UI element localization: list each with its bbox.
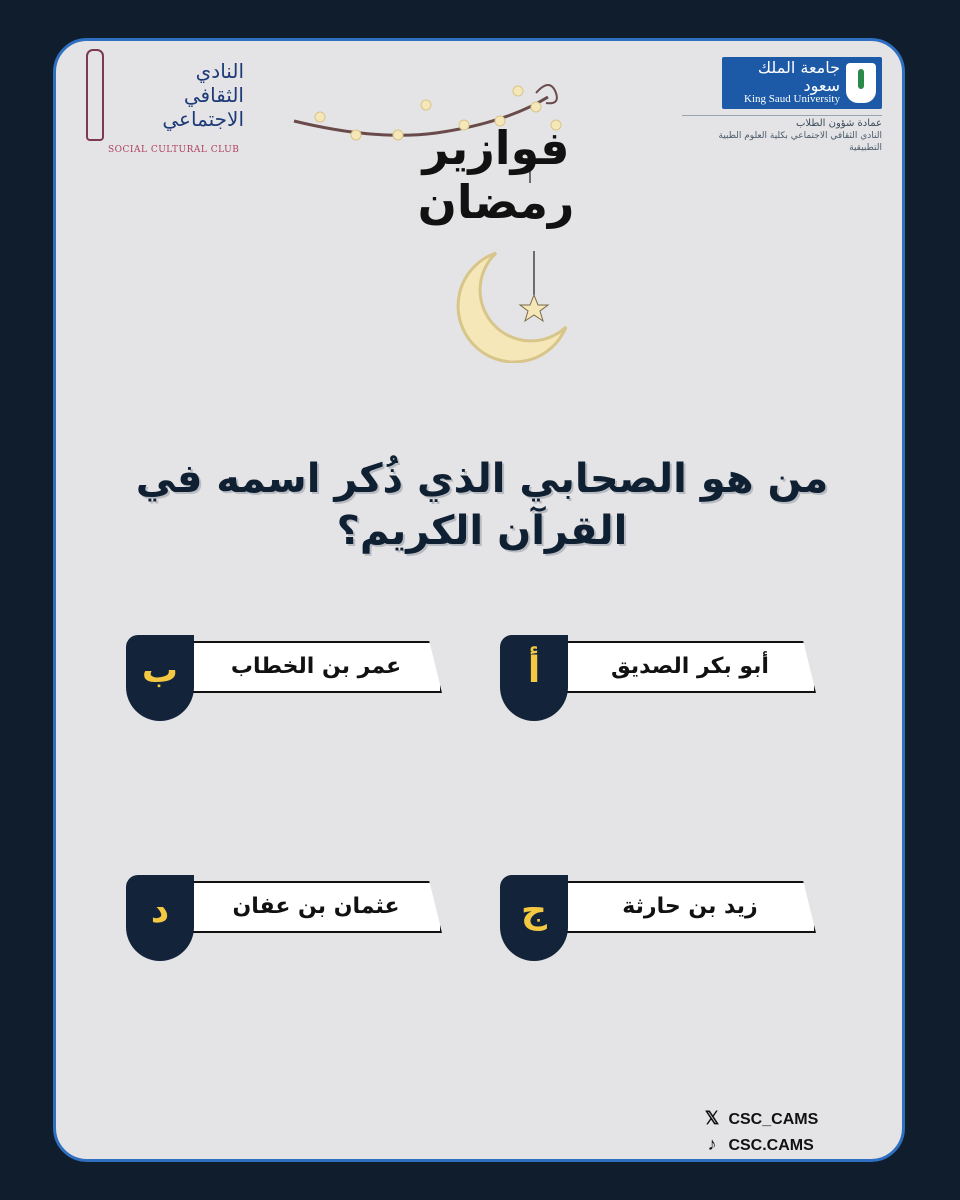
tiktok-handle: CSC.CAMS bbox=[728, 1137, 814, 1154]
option-label: أبو بكر الصديق bbox=[611, 654, 769, 679]
university-department bbox=[682, 115, 882, 154]
club-name bbox=[162, 59, 244, 131]
option-c[interactable] bbox=[500, 875, 830, 961]
ramadan-title-decoration bbox=[286, 63, 686, 363]
option-letter: د bbox=[150, 890, 170, 931]
tiktok-icon: ♪ bbox=[707, 1134, 717, 1154]
university-name-en: King Saud University bbox=[744, 93, 840, 105]
option-label: عمر بن الخطاب bbox=[230, 654, 402, 679]
university-name-ar: جامعة الملك سعود bbox=[757, 58, 840, 95]
quiz-title: فوازير رمضان bbox=[417, 121, 575, 229]
social-tiktok[interactable] bbox=[700, 1131, 880, 1157]
club-logo-mark bbox=[86, 49, 104, 141]
university-logo bbox=[722, 57, 882, 109]
option-d[interactable] bbox=[126, 875, 456, 961]
option-letter: ب bbox=[141, 650, 179, 691]
dept-line: النادي الثقافي الاجتماعي بكلية العلوم الطبية bbox=[718, 131, 882, 141]
dept-line: التطبيقية bbox=[849, 143, 882, 153]
x-icon: 𝕏 bbox=[704, 1108, 720, 1128]
social-handles bbox=[700, 1105, 880, 1157]
option-letter: ج bbox=[521, 890, 547, 931]
club-name-line: الاجتماعي bbox=[162, 107, 244, 131]
x-handle: CSC_CAMS bbox=[728, 1111, 819, 1128]
option-b[interactable] bbox=[126, 635, 456, 721]
social-x[interactable] bbox=[700, 1105, 880, 1131]
option-letter: أ bbox=[527, 650, 541, 691]
club-logo bbox=[78, 49, 258, 159]
question-text: من هو الصحابي الذي ذُكر اسمه في القرآن الكريم؟ bbox=[135, 456, 829, 554]
club-subtitle: SOCIAL CULTURAL CLUB bbox=[108, 145, 240, 155]
palm-emblem-icon bbox=[846, 63, 876, 103]
option-label: عثمان بن عفان bbox=[232, 894, 400, 919]
option-a[interactable] bbox=[500, 635, 830, 721]
club-name-line: الثقافي bbox=[183, 83, 244, 107]
quiz-card bbox=[53, 38, 905, 1162]
dept-line: عمادة شؤون الطلاب bbox=[682, 115, 882, 130]
option-label: زيد بن حارثة bbox=[622, 894, 758, 919]
club-name-line: النادي bbox=[195, 59, 244, 83]
